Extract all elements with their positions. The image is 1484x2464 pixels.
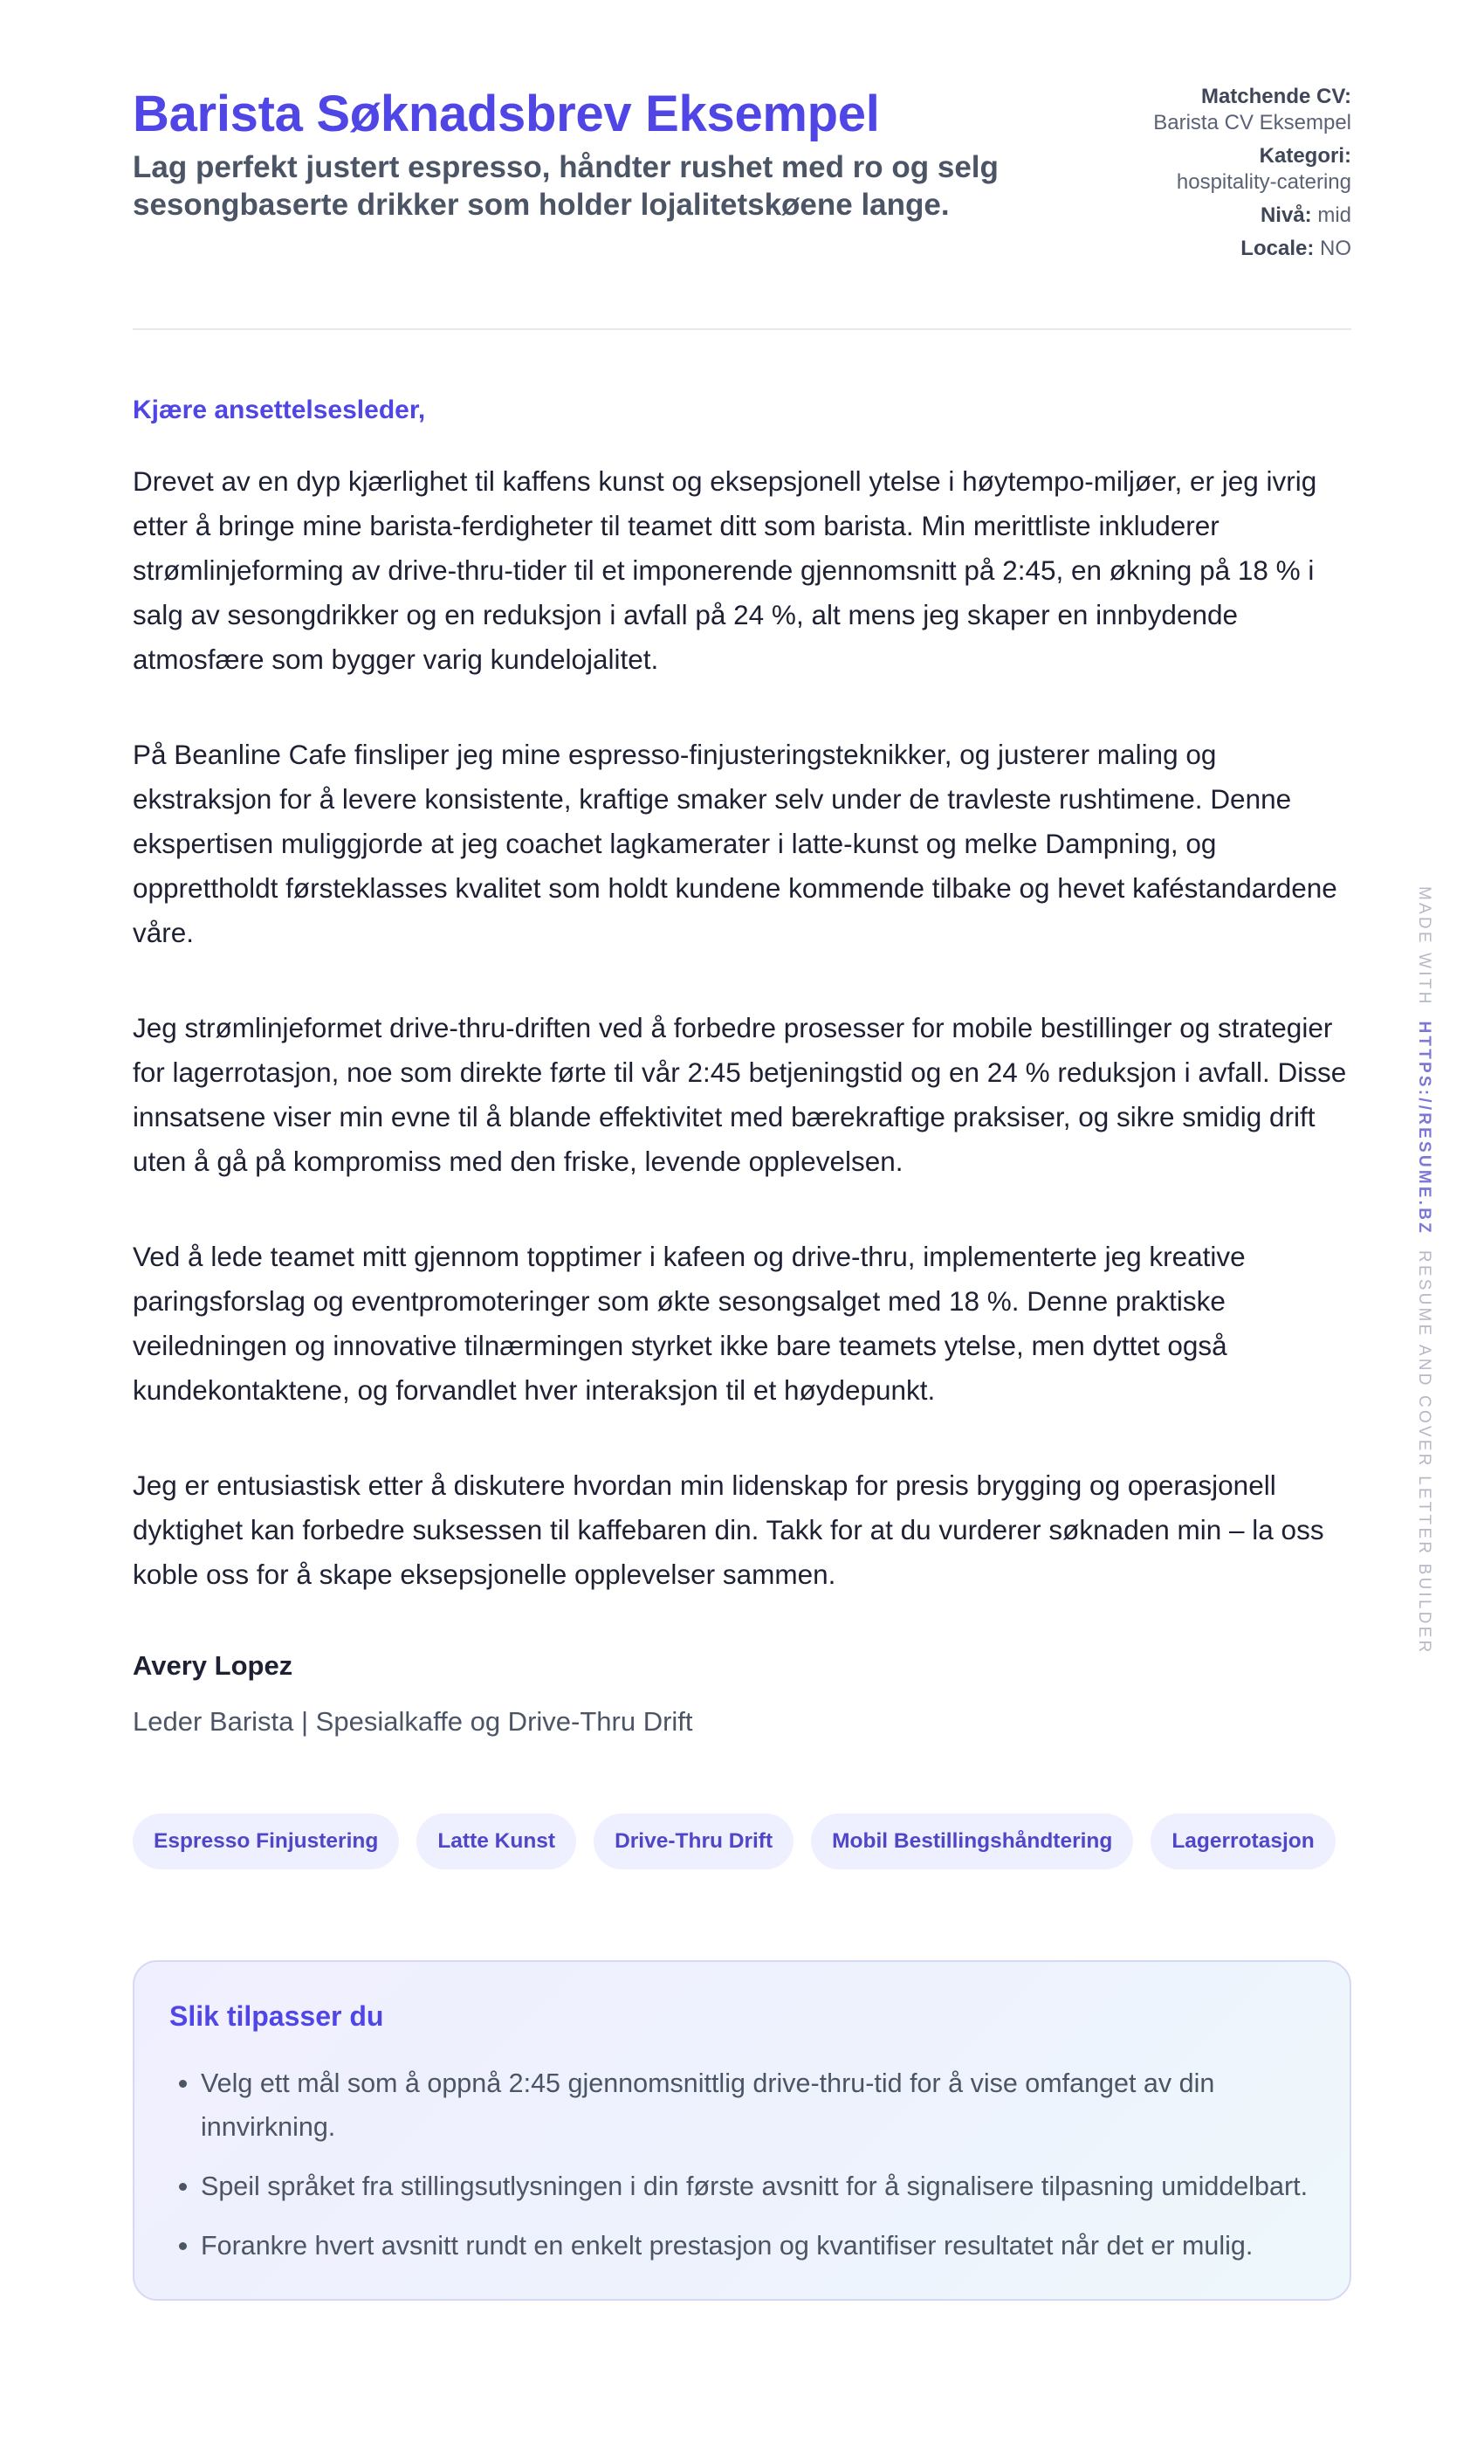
letter-paragraph: Drevet av en dyp kjærlighet til kaffens kunst og eksepsjonell ytelse i høytempo-miljøer, er jeg ivrig etter å bringe mine barista-ferdigheter til teamet ditt som barista. Min merittliste inkluderer strømlinjeforming av drive-thru-tider til et imponerende gjennomsnitt på 2:45, en økning på 18 % i salg av sesongdrikker og en reduksjon i avfall på 24 %, alt mens jeg skaper en innbydende atmosfære som bygger varig kundelojalitet. [133, 465, 1317, 675]
tips-title: Slik tilpasser du [169, 2000, 384, 2032]
meta-level [1124, 203, 1351, 229]
meta-locale-label: Locale: [1240, 237, 1315, 260]
skill-tag: Espresso Finjustering [133, 1814, 399, 1869]
letter-salutation: Kjære ansettelsesleder, [133, 396, 426, 424]
page-header [133, 0, 1351, 330]
side-credit-text [1411, 886, 1437, 1655]
meta-locale [1124, 236, 1351, 262]
skill-tag: Lagerrotasjon [1151, 1814, 1335, 1869]
meta-category-value: hospitality-catering [1176, 170, 1351, 194]
skill-tag: Latte Kunst [416, 1814, 576, 1869]
skill-tag: Drive-Thru Drift [594, 1814, 794, 1869]
credit-link[interactable]: HTTPS://RESUME.BZ [1415, 1021, 1433, 1235]
skill-tag: Mobil Bestillingshåndtering [811, 1814, 1133, 1869]
tip-item: • Forankre hvert avsnitt rundt en enkelt prestasjon og kvantifiser resultatet når det er mulig. [201, 2224, 1315, 2268]
letter-body [133, 459, 1351, 1597]
meta-locale-value: NO [1320, 237, 1351, 260]
meta-panel [1124, 84, 1351, 269]
signature-name: Avery Lopez [133, 1650, 293, 1681]
meta-cv-value[interactable]: Barista CV Eksempel [1153, 111, 1351, 134]
meta-matching-cv [1124, 84, 1351, 136]
meta-cv-label: Matchende CV: [1200, 85, 1351, 108]
page-title: Barista Søknadsbrev Eksempel [133, 86, 880, 142]
letter-paragraph: Jeg strømlinjeformet drive-thru-driften ved å forbedre prosesser for mobile bestillinger og strategier for lagerrotasjon, noe som direkte førte til vår 2:45 betjeningstid og en 24 % reduksjon i avfall. Disse innsatsene viser min evne til å blande effektivitet med bærekraftige praksiser, og sikre smidig drift uten å gå på kompromiss med den friske, levende opplevelsen. [133, 1012, 1347, 1177]
meta-level-label: Nivå: [1260, 203, 1312, 227]
credit-prefix: MADE WITH [1415, 886, 1433, 1007]
tips-box [133, 1960, 1351, 2301]
letter-signature [133, 1648, 1351, 1740]
tip-item: • Velg ett mål som å oppnå 2:45 gjennomsnittlig drive-thru-tid for å vise omfanget av din innvirkning. [201, 2061, 1315, 2149]
cover-letter-page [133, 0, 1351, 2301]
signature-role: Leder Barista | Spesialkaffe og Drive-Thru Drift [133, 1706, 693, 1737]
letter-paragraph: På Beanline Cafe finsliper jeg mine espresso-finjusteringsteknikker, og justerer maling og ekstraksjon for å levere konsistente, kraftige smaker selv under de travleste rushtimene. Denne ekspertisen muliggjorde at jeg coachet lagkamerater i latte-kunst og melke Dampning, og opprettholdt førsteklasses kvalitet som holdt kundene kommende tilbake og hevet kaféstandardene våre. [133, 739, 1337, 948]
meta-category-label: Kategori: [1259, 144, 1351, 168]
skill-tags [133, 1814, 1351, 1869]
tips-list [169, 2061, 1315, 2268]
page-subtitle: Lag perfekt justert espresso, håndter rushet med ro og selg sesongbaserte drikker som holder lojalitetskøene lange. [133, 150, 999, 222]
tip-item: • Speil språket fra stillingsutlysningen i din første avsnitt for å signalisere tilpasning umiddelbart. [201, 2165, 1315, 2208]
letter-paragraph: Jeg er entusiastisk etter å diskutere hvordan min lidenskap for presis brygging og operasjonell dyktighet kan forbedre suksessen til kaffebaren din. Takk for at du vurderer søknaden min – la oss koble oss for å skape eksepsjonelle opplevelser sammen. [133, 1469, 1324, 1590]
credit-suffix: RESUME AND COVER LETTER BUILDER [1415, 1249, 1433, 1655]
meta-level-value: mid [1317, 203, 1351, 227]
side-credit [1411, 886, 1437, 1655]
letter-paragraph: Ved å lede teamet mitt gjennom topptimer i kafeen og drive-thru, implementerte jeg kreative paringsforslag og eventpromoteringer som økte sesongsalget med 18 %. Denne praktiske veiledningen og innovative tilnærmingen styrket ikke bare teamets ytelse, men dyttet også kundekontaktene, og forvandlet hver interaksjon til et høydepunkt. [133, 1241, 1246, 1406]
meta-category [1124, 143, 1351, 196]
